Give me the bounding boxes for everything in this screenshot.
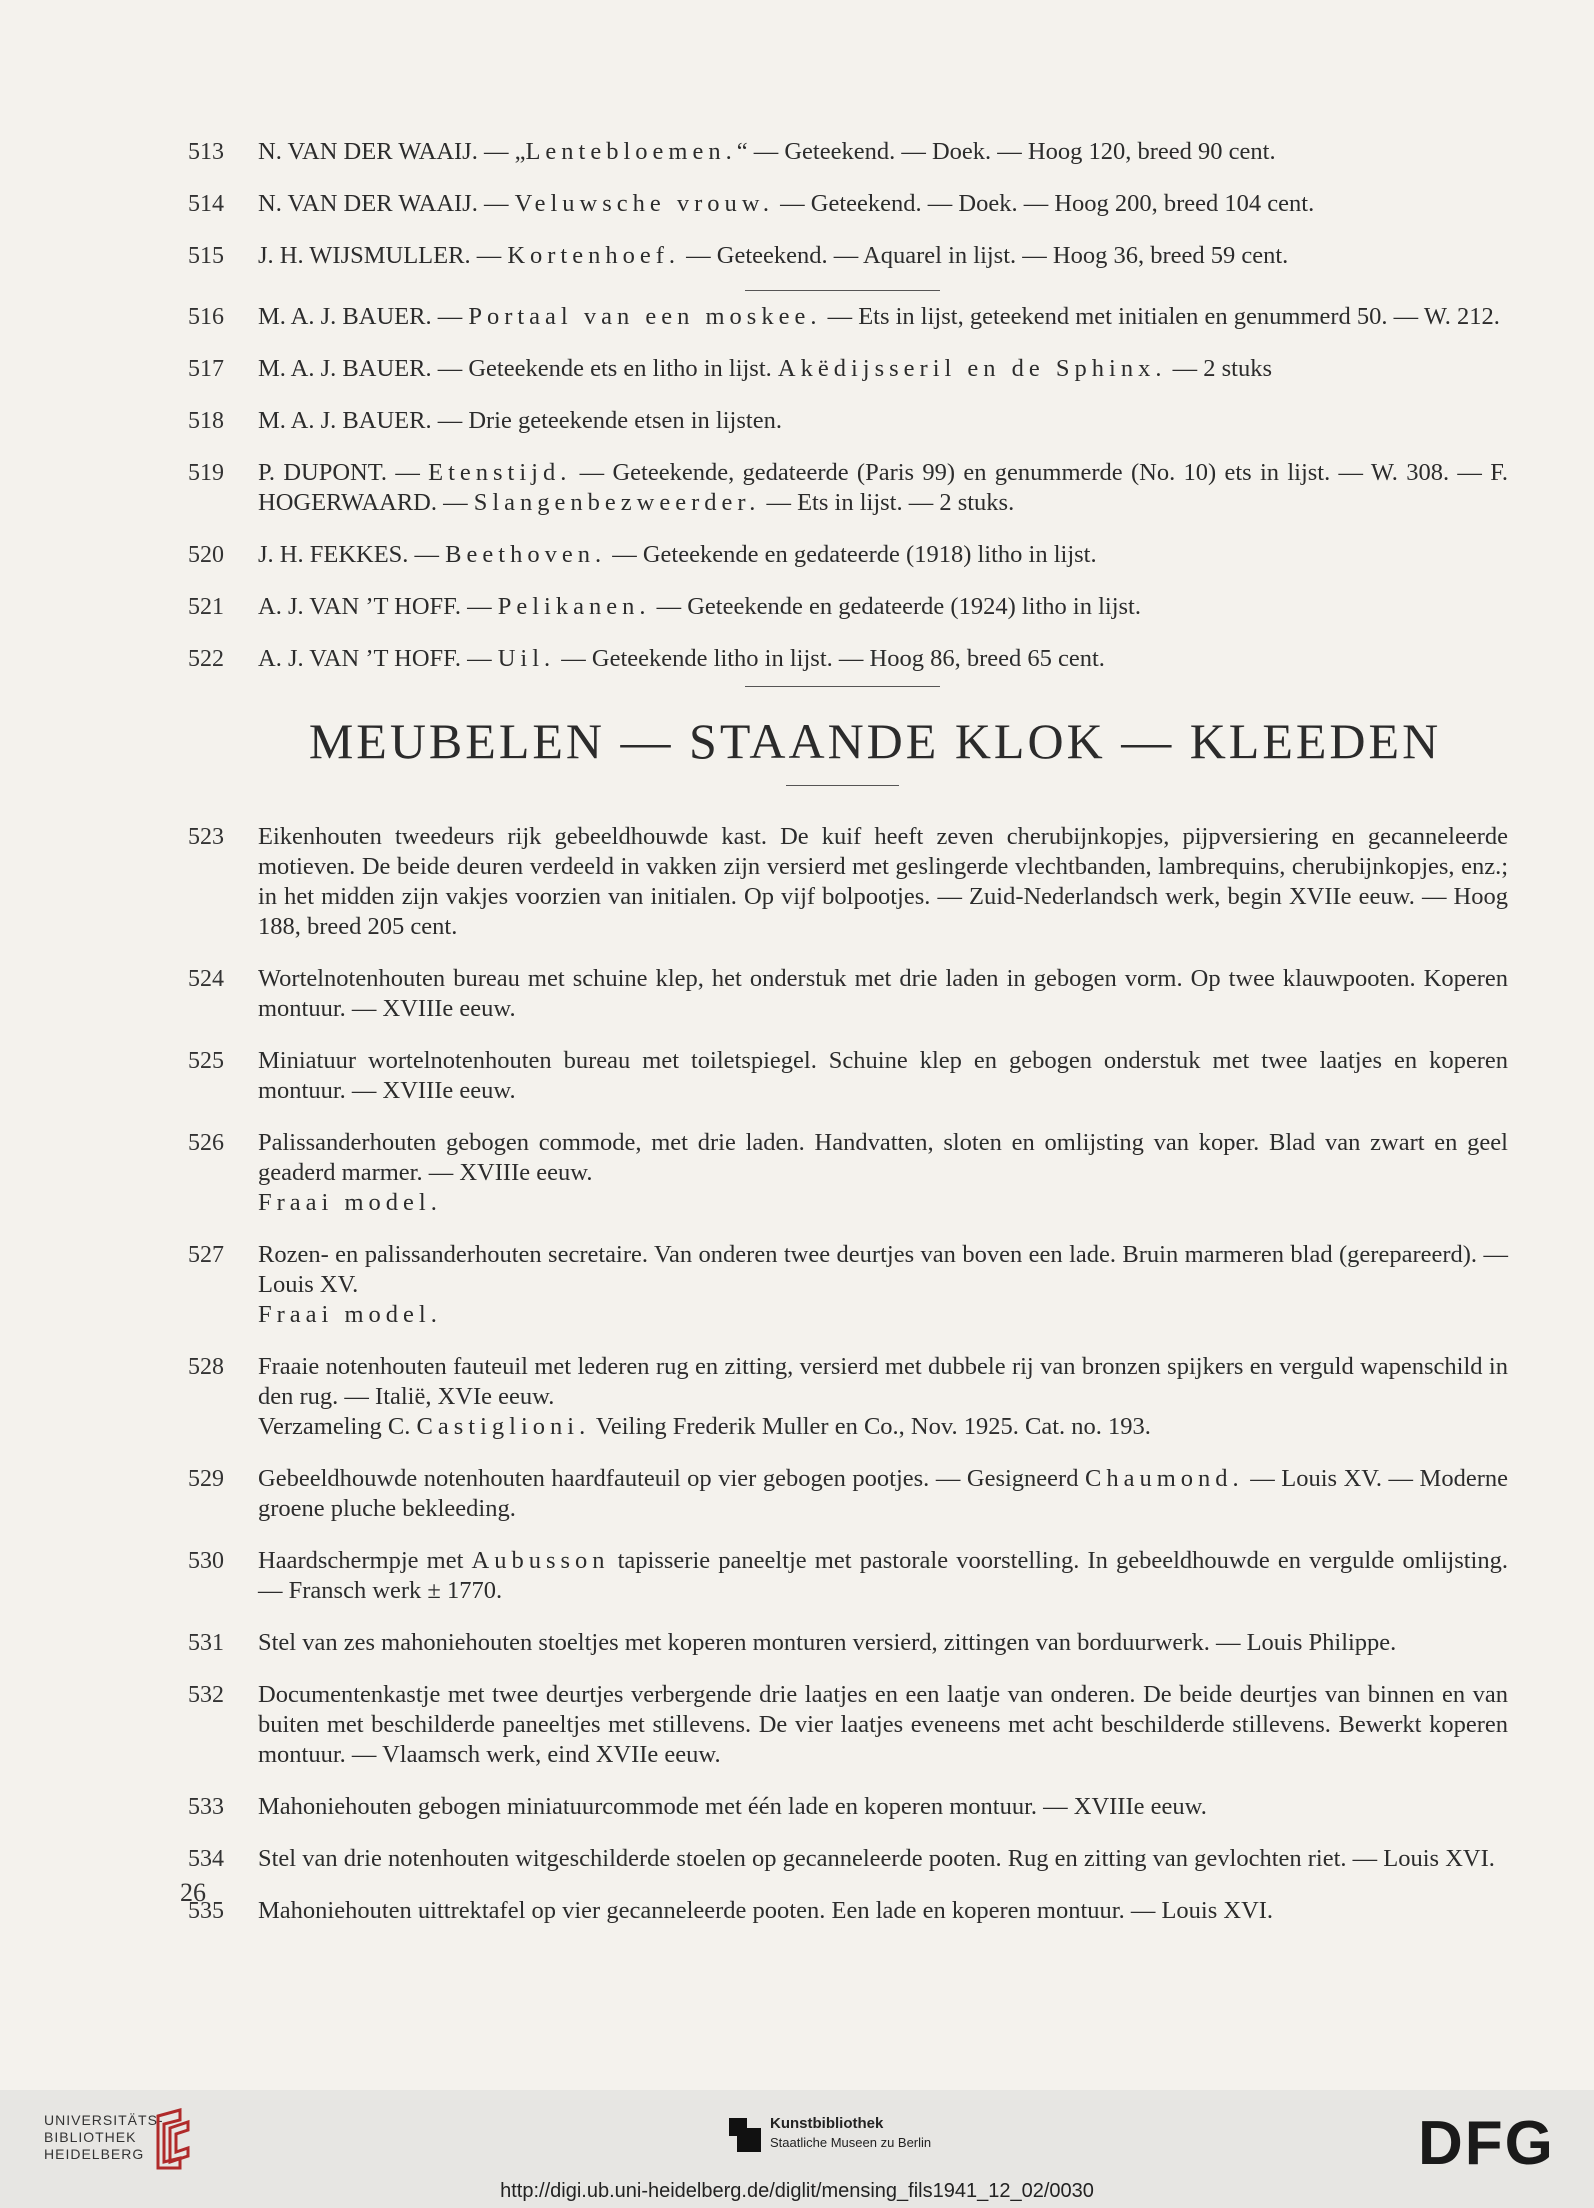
kunstbibliothek-label — [770, 2114, 931, 2151]
catalog-entry — [188, 1128, 1508, 1218]
kunstbibliothek-title: Kunstbibliothek — [770, 2115, 884, 2132]
lot-number: 528 — [188, 1354, 224, 1380]
lot-description — [258, 1240, 1508, 1300]
university-line: HEIDELBERG — [44, 2146, 145, 2162]
spaced-title: Veluwsche vrouw. — [514, 190, 774, 217]
spaced-title: Slangenbezweerder. — [473, 489, 761, 516]
lot-description — [258, 354, 1508, 384]
lot-number: 523 — [188, 824, 224, 850]
catalog-entry — [188, 354, 1508, 384]
catalog-entry — [188, 137, 1508, 167]
text-run: tapisserie paneeltje met pastorale voorstelling. In gebeeldhouwde en vergulde omlijsting. — Fransch werk ± 1770. — [258, 1547, 1508, 1604]
kunstbibliothek-logo-icon — [727, 2114, 763, 2154]
spaced-title: Kortenhoef. — [507, 242, 681, 269]
lot-description — [258, 1628, 1508, 1658]
text-run: Fraaie notenhouten fauteuil met lederen rug en zitting, versierd met dubbele rij van bronzen spijkers en verguld wapenschild in den rug. — Italië, XVIe eeuw. — [258, 1353, 1508, 1410]
lot-number: 527 — [188, 1242, 224, 1268]
catalog-entry — [188, 1546, 1508, 1606]
lot-description — [258, 1352, 1508, 1412]
page-number: 26 — [180, 1878, 206, 1907]
catalog-entry — [188, 189, 1508, 219]
text-run: M. A. J. BAUER. — — [258, 303, 469, 330]
spaced-title: Chaumond. — [1085, 1465, 1244, 1492]
spaced-title: Fraai model. — [258, 1189, 442, 1216]
text-run: M. A. J. BAUER. — Drie geteekende etsen in lijsten. — [258, 407, 782, 434]
section-heading: MEUBELEN — STAANDE KLOK — KLEEDEN — [308, 713, 1442, 769]
text-run: P. DUPONT. — — [258, 459, 429, 486]
text-run: — Louis XV. — Moderne groene pluche bekleeding. — [258, 1465, 1509, 1522]
text-run: Haardschermpje met — [258, 1547, 472, 1574]
lot-description — [258, 592, 1508, 622]
lot-number: 525 — [188, 1048, 224, 1074]
lot-number: 516 — [188, 304, 224, 330]
lot-number: 532 — [188, 1682, 224, 1708]
kunstbibliothek-subtitle: Staatliche Museen zu Berlin — [770, 2135, 932, 2150]
catalog-entry — [188, 592, 1508, 622]
text-run: M. A. J. BAUER. — Geteekende ets en litho in lijst. — [258, 355, 778, 382]
catalog-entry — [188, 822, 1508, 942]
entries-group-furniture — [188, 822, 1508, 1948]
lot-note — [258, 1300, 1508, 1330]
catalog-entry — [188, 406, 1508, 436]
lot-description — [258, 1896, 1508, 1926]
catalog-entry — [188, 1464, 1508, 1524]
lot-number: 515 — [188, 243, 224, 269]
lot-number: 529 — [188, 1466, 224, 1492]
lot-description — [258, 1128, 1508, 1188]
lot-description — [258, 1546, 1508, 1606]
text-run: Mahoniehouten gebogen miniatuurcommode met één lade en koperen montuur. — XVIIIe eeuw. — [258, 1793, 1207, 1820]
text-run: — Geteekende litho in lijst. — Hoog 86, breed 65 cent. — [555, 645, 1105, 672]
spaced-title: Uil. — [497, 645, 556, 672]
catalog-entry — [188, 1680, 1508, 1770]
lot-number: 530 — [188, 1548, 224, 1574]
text-run: Stel van zes mahoniehouten stoeltjes met koperen monturen versierd, zittingen van borduurwerk. — Louis Philippe. — [258, 1629, 1397, 1656]
text-run: “ — Geteekend. — Doek. — Hoog 120, breed 90 cent. — [736, 138, 1276, 165]
lot-description — [258, 1792, 1508, 1822]
text-run: Mahoniehouten uittrektafel op vier gecanneleerde pooten. Een lade en koperen montuur. — Louis XVI. — [258, 1897, 1274, 1924]
university-library-label — [44, 2112, 164, 2163]
lot-description — [258, 189, 1508, 219]
lot-number: 513 — [188, 139, 224, 165]
spaced-title: Lentebloemen. — [525, 138, 737, 165]
catalog-entry — [188, 1046, 1508, 1106]
text-run: A. J. VAN ’T HOFF. — — [258, 645, 498, 672]
catalog-entry — [188, 1628, 1508, 1658]
source-url-link[interactable]: http://digi.ub.uni-heidelberg.de/diglit/mensing_fils1941_12_02/0030 — [500, 2180, 1094, 2202]
lot-number: 534 — [188, 1846, 224, 1872]
lot-number: 518 — [188, 408, 224, 434]
lot-description — [258, 1680, 1508, 1770]
lot-number: 521 — [188, 594, 224, 620]
university-line: UNIVERSITÄTS- — [44, 2112, 164, 2128]
dfg-logo: DFG — [1418, 2109, 1555, 2178]
catalog-entry — [188, 1896, 1508, 1926]
lot-description — [258, 540, 1508, 570]
lot-description — [258, 1844, 1508, 1874]
catalog-entry — [188, 1792, 1508, 1822]
catalog-entry — [188, 1352, 1508, 1442]
text-run: Veiling Frederik Muller en Co., Nov. 1925. Cat. no. 193. — [590, 1413, 1151, 1440]
text-run: — Geteekend. — Aquarel in lijst. — Hoog 36, breed 59 cent. — [680, 242, 1289, 269]
spaced-title: Portaal van een moskee. — [468, 303, 822, 330]
spaced-title: Castiglioni. — [416, 1413, 591, 1440]
text-run: Miniatuur wortelnotenhouten bureau met toiletspiegel. Schuine klep en gebogen onderstuk met twee laatjes en koperen montuur. — XVIIIe eeuw. — [258, 1047, 1508, 1104]
entries-group-prints — [188, 137, 1508, 293]
spaced-title: Aubusson — [471, 1547, 610, 1574]
catalog-entry — [188, 458, 1508, 518]
text-run: Palissanderhouten gebogen commode, met drie laden. Handvatten, sloten en omlijsting van koper. Blad van zwart en geel geaderd marmer. — XVIIIe eeuw. — [258, 1129, 1508, 1186]
lot-description — [258, 1046, 1508, 1106]
lot-number: 535 — [188, 1898, 224, 1924]
text-run: Wortelnotenhouten bureau met schuine klep, het onderstuk met drie laden in gebogen vorm. Op twee klauwpooten. Koperen montuur. — XVIIIe eeuw. — [258, 965, 1508, 1022]
text-run: N. VAN DER WAAIJ. — „ — [258, 138, 526, 165]
lot-number: 517 — [188, 356, 224, 382]
lot-note — [258, 1412, 1508, 1442]
text-run: Documentenkastje met twee deurtjes verbergende drie laatjes en een laatje van onderen. De beide deurtjes van binnen en van buiten met beschilderde paneeltjes met stillevens. De vier laatjes eveneens met acht beschilderde stillevens. Bewerkt koperen montuur. — Vlaamsch werk, eind XVIIe eeuw. — [258, 1681, 1508, 1768]
lot-description — [258, 1464, 1508, 1524]
section-divider — [745, 290, 940, 291]
lot-number: 531 — [188, 1630, 224, 1656]
text-run: — Geteekend. — Doek. — Hoog 200, breed 104 cent. — [774, 190, 1315, 217]
catalog-entry — [188, 302, 1508, 332]
lot-number: 519 — [188, 460, 224, 486]
lot-number: 533 — [188, 1794, 224, 1820]
lot-number: 524 — [188, 966, 224, 992]
catalog-entry — [188, 964, 1508, 1024]
catalog-entry — [188, 1240, 1508, 1330]
catalog-entry — [188, 1844, 1508, 1874]
heading-underline — [786, 785, 899, 786]
spaced-title: Akëdijsseril en de Sphinx. — [777, 355, 1167, 382]
text-run: Stel van drie notenhouten witgeschilderde stoelen op gecanneleerde pooten. Rug en zitting van gevlochten riet. — Louis XVI. — [258, 1845, 1495, 1872]
entries-group-etchings — [188, 302, 1508, 696]
text-run: Eikenhouten tweedeurs rijk gebeeldhouwde kast. De kuif heeft zeven cherubijnkopjes, pijpversiering en gecanneleerde motieven. De beide deuren verdeeld in vakken zijn versierd met geslingerde vlechtbanden, lambrequins, cherubijnkopjes, enz.; in het midden zijn vakjes voorzien van initialen. Op vijf bolpootjes. — Zuid-Nederlandsch werk, begin XVIIe eeuw. — Hoog 188, breed 205 cent. — [258, 823, 1508, 940]
text-run: J. H. WIJSMULLER. — — [258, 242, 508, 269]
lot-description — [258, 137, 1508, 167]
lot-number: 520 — [188, 542, 224, 568]
text-run: A. J. VAN ’T HOFF. — — [258, 593, 498, 620]
text-run: — Geteekende en gedateerde (1924) litho in lijst. — [650, 593, 1141, 620]
text-run: J. H. FEKKES. — — [258, 541, 446, 568]
section-divider — [745, 686, 940, 687]
lot-description — [258, 644, 1508, 674]
catalog-entry — [188, 540, 1508, 570]
lot-description — [258, 964, 1508, 1024]
text-run: — Ets in lijst, geteekend met initialen en genummerd 50. — W. 212. — [821, 303, 1500, 330]
catalog-entry — [188, 644, 1508, 674]
spaced-title: Beethoven. — [445, 541, 607, 568]
lot-description — [258, 458, 1508, 518]
text-run: — Ets in lijst. — 2 stuks. — [760, 489, 1015, 516]
lot-number: 526 — [188, 1130, 224, 1156]
lot-description — [258, 822, 1508, 942]
text-run: Rozen- en palissanderhouten secretaire. Van onderen twee deurtjes van boven een lade. Bruin marmeren blad (gerepareerd). — Louis XV. — [258, 1241, 1508, 1298]
text-run: Gebeeldhouwde notenhouten haardfauteuil op vier gebogen pootjes. — Gesigneerd — [258, 1465, 1086, 1492]
lot-description — [258, 302, 1508, 332]
text-run: — Geteekende en gedateerde (1918) litho in lijst. — [606, 541, 1097, 568]
lot-description — [258, 241, 1508, 271]
text-run: Verzameling C. — [258, 1413, 417, 1440]
lot-number: 522 — [188, 646, 224, 672]
spaced-title: Etenstijd. — [428, 459, 572, 486]
catalog-entry — [188, 241, 1508, 271]
lot-number: 514 — [188, 191, 224, 217]
spaced-title: Fraai model. — [258, 1301, 442, 1328]
spaced-title: Pelikanen. — [497, 593, 651, 620]
university-line: BIBLIOTHEK — [44, 2129, 137, 2145]
lot-note — [258, 1188, 1508, 1218]
text-run: — 2 stuks — [1166, 355, 1272, 382]
lot-description — [258, 406, 1508, 436]
text-run: — Geteekende, gedateerde (Paris 99) en genummerde (No. 10) ets in lijst. — W. 308. — F. HOGERWAARD. — — [258, 459, 1508, 516]
text-run: N. VAN DER WAAIJ. — — [258, 190, 515, 217]
university-logo-icon — [150, 2108, 194, 2170]
